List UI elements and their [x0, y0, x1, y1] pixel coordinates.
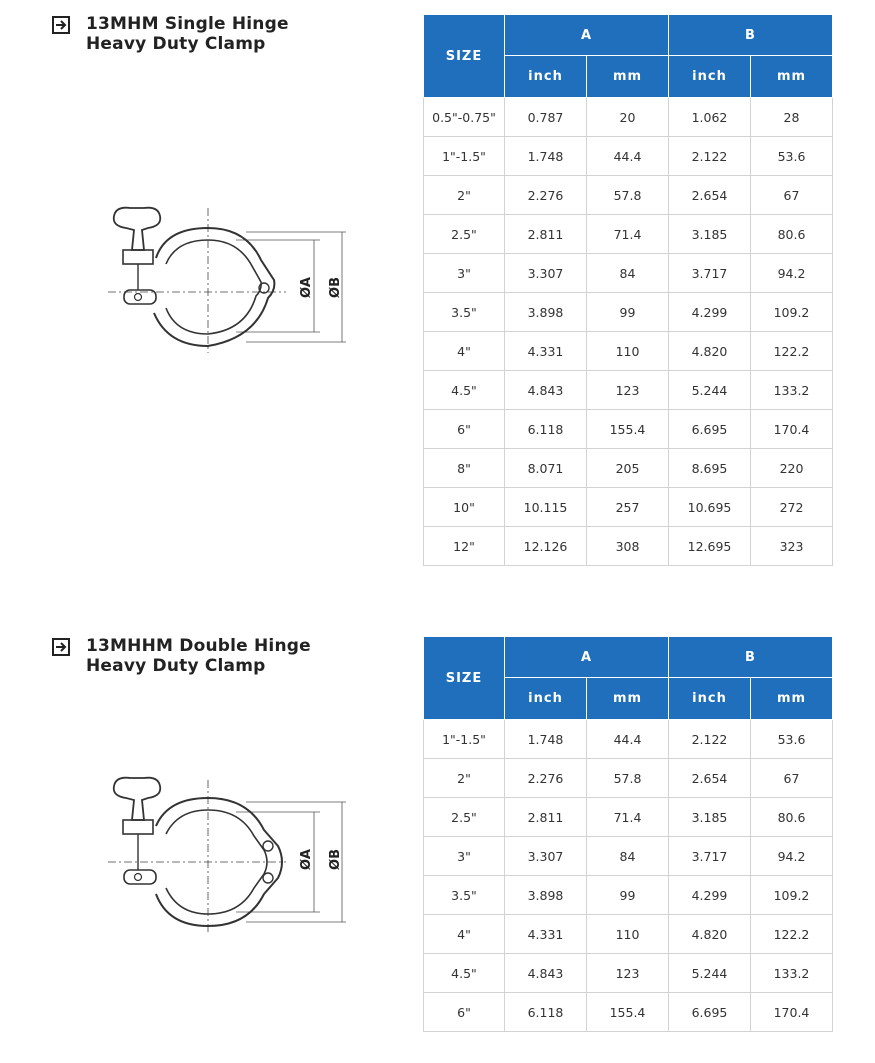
cell-a-inch: 0.787 — [505, 98, 587, 137]
header-group-b: B — [669, 637, 833, 678]
cell-b-inch: 3.717 — [669, 837, 751, 876]
spec-table-single-hinge — [423, 14, 833, 566]
cell-a-mm: 123 — [587, 371, 669, 410]
cell-b-mm: 109.2 — [751, 293, 833, 332]
cell-a-mm: 84 — [587, 254, 669, 293]
table-row — [424, 798, 833, 837]
arrow-right-icon — [52, 16, 70, 34]
cell-a-inch: 3.307 — [505, 837, 587, 876]
cell-size: 3" — [424, 254, 505, 293]
cell-b-mm: 80.6 — [751, 798, 833, 837]
cell-b-mm: 94.2 — [751, 837, 833, 876]
cell-size: 2.5" — [424, 798, 505, 837]
cell-b-mm: 170.4 — [751, 993, 833, 1032]
cell-size: 3.5" — [424, 293, 505, 332]
table-row — [424, 759, 833, 798]
arrow-right-icon — [52, 638, 70, 656]
cell-b-inch: 3.185 — [669, 798, 751, 837]
table-row — [424, 137, 833, 176]
cell-a-mm: 71.4 — [587, 215, 669, 254]
cell-b-mm: 67 — [751, 759, 833, 798]
cell-size: 0.5"-0.75" — [424, 98, 505, 137]
cell-b-mm: 80.6 — [751, 215, 833, 254]
table-row — [424, 720, 833, 759]
title-line-1: 13MHHM Double Hinge — [86, 636, 311, 656]
header-size: SIZE — [424, 15, 505, 98]
cell-a-mm: 110 — [587, 915, 669, 954]
cell-size: 4" — [424, 332, 505, 371]
cell-a-inch: 6.118 — [505, 993, 587, 1032]
table-row — [424, 293, 833, 332]
table-row — [424, 176, 833, 215]
cell-a-mm: 155.4 — [587, 993, 669, 1032]
cell-a-inch: 2.811 — [505, 798, 587, 837]
cell-a-mm: 110 — [587, 332, 669, 371]
header-a-inch: inch — [505, 678, 587, 720]
cell-b-inch: 2.122 — [669, 137, 751, 176]
header-group-a: A — [505, 637, 669, 678]
cell-size: 4.5" — [424, 371, 505, 410]
cell-b-inch: 2.654 — [669, 176, 751, 215]
cell-b-mm: 109.2 — [751, 876, 833, 915]
table-row — [424, 993, 833, 1032]
cell-a-mm: 44.4 — [587, 720, 669, 759]
clamp-drawing-single-hinge — [96, 188, 356, 362]
cell-b-inch: 6.695 — [669, 410, 751, 449]
cell-a-mm: 205 — [587, 449, 669, 488]
cell-b-inch: 8.695 — [669, 449, 751, 488]
cell-size: 2" — [424, 176, 505, 215]
cell-b-inch: 10.695 — [669, 488, 751, 527]
cell-size: 3.5" — [424, 876, 505, 915]
cell-a-mm: 71.4 — [587, 798, 669, 837]
header-b-inch: inch — [669, 56, 751, 98]
cell-a-mm: 84 — [587, 837, 669, 876]
cell-a-inch: 2.811 — [505, 215, 587, 254]
cell-b-mm: 53.6 — [751, 137, 833, 176]
cell-size: 2" — [424, 759, 505, 798]
header-a-mm: mm — [587, 678, 669, 720]
cell-b-mm: 67 — [751, 176, 833, 215]
cell-b-inch: 4.820 — [669, 332, 751, 371]
cell-b-inch: 6.695 — [669, 993, 751, 1032]
cell-a-mm: 44.4 — [587, 137, 669, 176]
cell-a-mm: 308 — [587, 527, 669, 566]
product-section-double-hinge — [0, 622, 875, 1042]
cell-b-inch: 2.654 — [669, 759, 751, 798]
table-row — [424, 837, 833, 876]
cell-a-inch: 4.331 — [505, 332, 587, 371]
cell-size: 1"-1.5" — [424, 137, 505, 176]
cell-size: 10" — [424, 488, 505, 527]
title-line-1: 13MHM Single Hinge — [86, 14, 289, 34]
title-line-2: Heavy Duty Clamp — [86, 656, 266, 676]
cell-b-mm: 323 — [751, 527, 833, 566]
header-a-mm: mm — [587, 56, 669, 98]
cell-b-inch: 4.299 — [669, 876, 751, 915]
table-row — [424, 254, 833, 293]
cell-a-inch: 4.843 — [505, 371, 587, 410]
dimension-label-b: ØB — [327, 277, 343, 298]
cell-size: 2.5" — [424, 215, 505, 254]
cell-b-inch: 12.695 — [669, 527, 751, 566]
cell-b-mm: 170.4 — [751, 410, 833, 449]
cell-size: 6" — [424, 993, 505, 1032]
cell-a-inch: 8.071 — [505, 449, 587, 488]
dimension-label-a: ØA — [298, 277, 314, 298]
cell-b-inch: 2.122 — [669, 720, 751, 759]
cell-a-inch: 1.748 — [505, 137, 587, 176]
cell-a-mm: 257 — [587, 488, 669, 527]
dimension-label-b: ØB — [327, 849, 343, 870]
cell-b-mm: 28 — [751, 98, 833, 137]
table-row — [424, 527, 833, 566]
table-row — [424, 449, 833, 488]
header-b-mm: mm — [751, 678, 833, 720]
cell-a-inch: 10.115 — [505, 488, 587, 527]
cell-a-inch: 3.898 — [505, 293, 587, 332]
cell-size: 12" — [424, 527, 505, 566]
table-row — [424, 876, 833, 915]
header-a-inch: inch — [505, 56, 587, 98]
header-size: SIZE — [424, 637, 505, 720]
cell-size: 4.5" — [424, 954, 505, 993]
table-row — [424, 488, 833, 527]
cell-b-mm: 272 — [751, 488, 833, 527]
cell-a-inch: 2.276 — [505, 176, 587, 215]
cell-b-mm: 94.2 — [751, 254, 833, 293]
cell-size: 6" — [424, 410, 505, 449]
cell-a-mm: 57.8 — [587, 759, 669, 798]
cell-a-inch: 3.307 — [505, 254, 587, 293]
cell-a-inch: 3.898 — [505, 876, 587, 915]
title-line-2: Heavy Duty Clamp — [86, 34, 266, 54]
cell-b-mm: 122.2 — [751, 915, 833, 954]
table-row — [424, 915, 833, 954]
header-group-b: B — [669, 15, 833, 56]
header-b-inch: inch — [669, 678, 751, 720]
table-row — [424, 954, 833, 993]
cell-b-inch: 3.185 — [669, 215, 751, 254]
cell-a-mm: 20 — [587, 98, 669, 137]
header-group-a: A — [505, 15, 669, 56]
cell-b-mm: 122.2 — [751, 332, 833, 371]
cell-b-mm: 53.6 — [751, 720, 833, 759]
cell-a-inch: 12.126 — [505, 527, 587, 566]
cell-b-inch: 5.244 — [669, 954, 751, 993]
cell-a-inch: 1.748 — [505, 720, 587, 759]
cell-a-inch: 2.276 — [505, 759, 587, 798]
cell-size: 1"-1.5" — [424, 720, 505, 759]
cell-size: 3" — [424, 837, 505, 876]
cell-b-mm: 220 — [751, 449, 833, 488]
cell-b-inch: 3.717 — [669, 254, 751, 293]
table-row — [424, 410, 833, 449]
table-body — [424, 98, 833, 566]
cell-b-inch: 4.299 — [669, 293, 751, 332]
table-row — [424, 215, 833, 254]
cell-a-mm: 99 — [587, 293, 669, 332]
cell-a-inch: 4.331 — [505, 915, 587, 954]
cell-a-inch: 4.843 — [505, 954, 587, 993]
spec-table-double-hinge — [423, 636, 833, 1032]
table-body — [424, 720, 833, 1032]
cell-b-mm: 133.2 — [751, 954, 833, 993]
cell-a-mm: 99 — [587, 876, 669, 915]
cell-a-mm: 155.4 — [587, 410, 669, 449]
cell-a-mm: 123 — [587, 954, 669, 993]
dimension-label-a: ØA — [298, 849, 314, 870]
cell-b-inch: 4.820 — [669, 915, 751, 954]
cell-b-inch: 5.244 — [669, 371, 751, 410]
cell-b-inch: 1.062 — [669, 98, 751, 137]
table-row — [424, 332, 833, 371]
table-row — [424, 98, 833, 137]
cell-a-mm: 57.8 — [587, 176, 669, 215]
cell-size: 8" — [424, 449, 505, 488]
cell-b-mm: 133.2 — [751, 371, 833, 410]
table-row — [424, 371, 833, 410]
cell-size: 4" — [424, 915, 505, 954]
header-b-mm: mm — [751, 56, 833, 98]
cell-a-inch: 6.118 — [505, 410, 587, 449]
clamp-drawing-double-hinge — [96, 770, 356, 944]
